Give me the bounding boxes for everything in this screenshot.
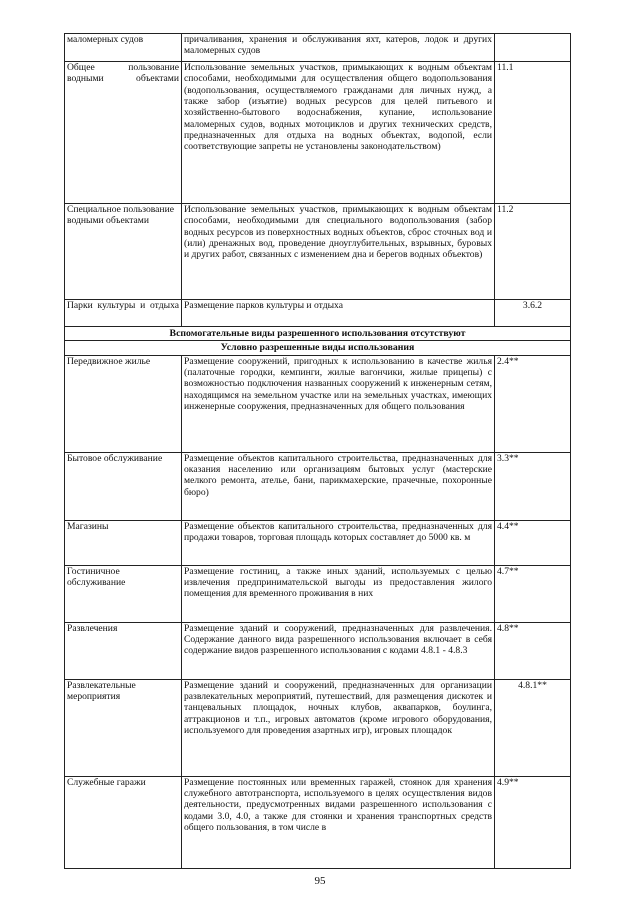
page-number: 95 xyxy=(314,875,326,887)
use-code: 11.2 xyxy=(495,204,571,300)
use-description: Размещение объектов капитального строительства, предназначенных для продажи товаров, торговая площадь которых составляет до 5000 кв. м xyxy=(182,520,495,565)
use-code: 4.4** xyxy=(495,520,571,565)
use-name: Развлекательные мероприятия xyxy=(65,679,182,776)
use-name: Магазины xyxy=(65,520,182,565)
use-description: Размещение объектов капитального строительства, предназначенных для оказания населению или организациям бытовых услуг (мастерские мелкого ремонта, ателье, бани, парикмахерские, прачечные, похоронные бюро) xyxy=(182,452,495,520)
section-title-aux: Вспомогательные виды разрешенного использования отсутствуют xyxy=(65,327,571,341)
use-name-text: Общее пользование водными объектами xyxy=(67,62,179,85)
use-description: причаливания, хранения и обслуживания яхт, катеров, лодок и других маломерных судов xyxy=(182,34,495,62)
section-header xyxy=(65,341,571,355)
table-row xyxy=(65,452,571,520)
use-name xyxy=(65,300,182,327)
land-use-table xyxy=(64,33,571,869)
use-description: Использование земельных участков, примыкающих к водным объектам способами, необходимыми для осуществления общего водопользования (водопользования, осуществляемого гражданами для личных нужд, а также забор (изъятие) водных ресурсов для целей питьевого и хозяйственно-бытового водоснабжения, купание, использование маломерных судов, водных мотоциклов и других технических средств, предназначенных для отдыха на водных объектах, водопой, если соответствующие запреты не установлены законодательством) xyxy=(182,62,495,204)
use-name: Гостиничное обслуживание xyxy=(65,565,182,622)
use-name xyxy=(65,62,182,204)
table-row xyxy=(65,565,571,622)
use-name: Служебные гаражи xyxy=(65,776,182,868)
use-name: Развлечения xyxy=(65,622,182,679)
use-code: 4.8.1** xyxy=(495,679,571,776)
section-title-conditional: Условно разрешенные виды использования xyxy=(65,341,571,355)
table-row xyxy=(65,62,571,204)
use-description: Размещение сооружений, пригодных к использованию в качестве жилья (палаточные городки, кемпинги, жилые вагончики, жилые прицепы) с возможностью подключения названных сооружений к инженерным сетям, находящимся на земельном участке или на земельных участках, имеющих инженерные сооружения, предназначенных для общего пользования xyxy=(182,355,495,452)
use-name: Передвижное жилье xyxy=(65,355,182,452)
use-code: 4.9** xyxy=(495,776,571,868)
use-description: Размещение парков культуры и отдыха xyxy=(182,300,495,327)
use-description: Размещение зданий и сооружений, предназначенных для организации развлекательных мероприятий, путешествий, для размещения дискотек и танцевальных площадок, ночных клубов, аквапарков, боулинга, аттракционов и т.п., игровых автоматов (кроме игрового оборудования, используемого для проведения азартных игр), игровых площадок xyxy=(182,679,495,776)
table-row xyxy=(65,679,571,776)
use-code: 11.1 xyxy=(495,62,571,204)
use-code xyxy=(495,34,571,62)
use-code: 4.8** xyxy=(495,622,571,679)
use-name: маломерных судов xyxy=(65,34,182,62)
use-name-text: Парки культуры и отдыха xyxy=(67,300,179,311)
use-description: Размещение гостиниц, а также иных зданий, используемых с целью извлечения предпринимательской выгоды из предоставления жилого помещения для временного проживания в них xyxy=(182,565,495,622)
table-row xyxy=(65,776,571,868)
use-code: 2.4** xyxy=(495,355,571,452)
use-code: 3.6.2 xyxy=(495,300,571,327)
table-row xyxy=(65,34,571,62)
section-header xyxy=(65,327,571,341)
use-description: Размещение постоянных или временных гаражей, стоянок для хранения служебного автотранспорта, используемого в целях осуществления видов деятельности, предусмотренных видами разрешенного использования с кодами 3.0, 4.0, а также для стоянки и хранения транспортных средств общего пользования, в том числе в xyxy=(182,776,495,868)
table-row xyxy=(65,520,571,565)
table-row xyxy=(65,622,571,679)
use-name: Специальное пользование водными объектами xyxy=(65,204,182,300)
table-row xyxy=(65,204,571,300)
use-code: 3.3** xyxy=(495,452,571,520)
use-name: Бытовое обслуживание xyxy=(65,452,182,520)
use-code: 4.7** xyxy=(495,565,571,622)
table-row xyxy=(65,355,571,452)
table-row xyxy=(65,300,571,327)
use-description: Размещение зданий и сооружений, предназначенных для развлечения. Содержание данного вида разрешенного использования включает в себя содержание видов разрешенного использования с кодами 4.8.1 - 4.8.3 xyxy=(182,622,495,679)
use-description: Использование земельных участков, примыкающих к водным объектам способами, необходимыми для специального водопользования (забор водных ресурсов из поверхностных водных объектов, сброс сточных вод и (или) дренажных вод, проведение дноуглубительных, взрывных, буровых и других работ, связанных с изменением дна и берегов водных объектов) xyxy=(182,204,495,300)
